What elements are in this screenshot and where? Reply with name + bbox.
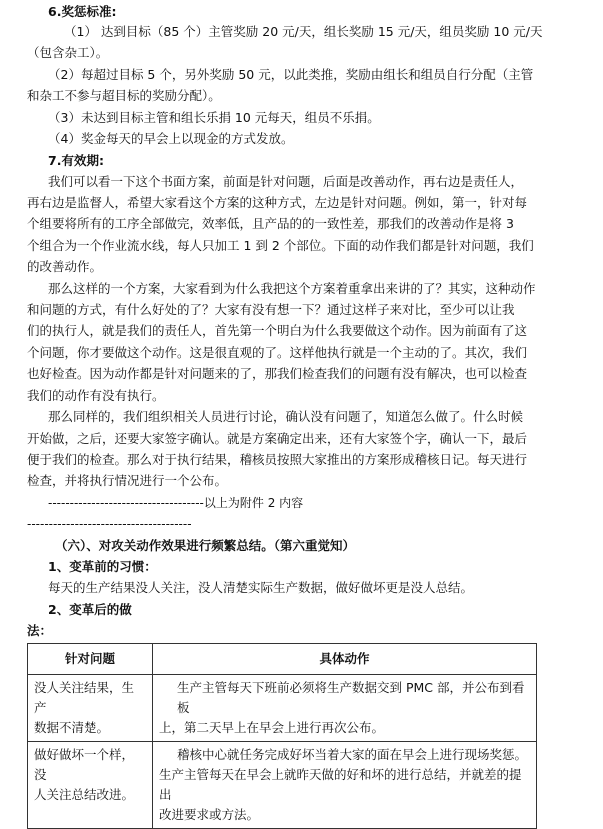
paragraph-line: 再右边是监督人，希望大家看这个方案的这种方式，左边是针对问题。例如，第一，针对每 [27, 195, 528, 210]
paragraph-line: 和问题的方式，有什么好处的了？大家有没有想一下？通过这样子来对比，至少可以让我 [27, 302, 515, 317]
cell-line: 稽核中心就任务完成好坏当着大家的面在早会上进行现场奖惩。 [177, 747, 528, 762]
table-row [28, 742, 537, 829]
table-row [28, 675, 537, 742]
header-problem: 针对问题 [28, 644, 153, 675]
attachment-note: ------------------------------------以上为附件 2 内容 [48, 496, 304, 510]
paragraph-line: 个组要将所有的工序全部做完，效率低，且产品的的一致性差，那我们的改善动作是将 3 [27, 216, 514, 231]
cell-line: 上，第二天早上在早会上进行再次公布。 [159, 720, 385, 735]
section-six-title: （六）、对攻关动作效果进行频繁总结。（第六重觉知） [55, 538, 356, 553]
section-6-title: 6.奖惩标准: [48, 4, 117, 19]
after-method-heading: 2、变革后的做 [48, 602, 132, 617]
cell-line: 做好做坏一个样，没 [34, 747, 135, 782]
reward-line-4: （4）奖金每天的早会上以现金的方式发放。 [48, 131, 294, 146]
paragraph-line: 那么这样的一个方案，大家看到为什么我把这个方案着重拿出来讲的了？其实，这种动作 [48, 281, 536, 296]
cell-line: 人关注总结改进。 [34, 787, 135, 802]
paragraph-line: 个组合为一个作业流水线，每人只加工 1 到 2 个部位。下面的动作我们都是针对问题，我们 [27, 238, 534, 253]
cell-line: 数据不清楚。 [34, 720, 110, 735]
cell-line: 生产主管每天下班前必须将生产数据交到 PMC 部，并公布到看板 [177, 680, 525, 715]
cell-line: 没人关注结果，生产 [34, 680, 135, 715]
cell-line: 生产主管每天在早会上就昨天做的好和坏的进行总结，并就差的提出 [159, 767, 522, 802]
paragraph-line: 开始做，之后，还要大家签字确认。就是方案确定出来，还有大家签个字，确认一下，最后 [27, 431, 528, 446]
cell-line: 改进要求或方法。 [159, 807, 260, 822]
reward-line-1: （1） 达到目标（85 个）主管奖励 20 元/天，组长奖励 15 元/天，组员奖励 10 元/天 [64, 24, 543, 39]
section-7-title: 7.有效期: [48, 153, 104, 168]
paragraph-line: 我们的动作有没有执行。 [27, 388, 165, 403]
after-method-heading-cont: 法： [27, 623, 53, 638]
paragraph-line: 的改善动作。 [27, 259, 103, 274]
reward-line-2: （2）每超过目标 5 个，另外奖励 50 元，以此类推，奖励由组长和组员自行分配（主管 [48, 67, 534, 82]
paragraph-line: 那么同样的，我们组织相关人员进行讨论，确认没有问题了，知道怎么做了。什么时候 [48, 409, 524, 424]
action-cell [153, 742, 537, 829]
problem-cell [28, 742, 153, 829]
paragraph-line: 检查，并将执行情况进行一个公布。 [27, 473, 228, 488]
paragraph-line: 个问题，你才要做这个动作。这是很直观的了。这样他执行就是一个主动的了。其次，我们 [27, 345, 528, 360]
reward-line-3: （3）未达到目标主管和组长乐捐 10 元每天，组员不乐捐。 [48, 110, 380, 125]
paragraph-line: 便于我们的检查。那么对于执行结果，稽核员按照大家推出的方案形成稽核日记。每天进行 [27, 452, 528, 467]
problem-cell [28, 675, 153, 742]
attachment-divider: -------------------------------------- [27, 517, 192, 531]
reward-line-2-cont: 和杂工不参与超目标的奖励分配）。 [27, 88, 221, 103]
paragraph-line: 也好检查。因为动作都是针对问题来的了，那我们检查我们的问题有没有解决，也可以检查 [27, 366, 528, 381]
before-habit-text: 每天的生产结果没人关注，没人清楚实际生产数据，做好做坏更是没人总结。 [48, 580, 474, 595]
paragraph-line: 我们可以看一下这个书面方案，前面是针对问题，后面是改善动作，再右边是责任人， [48, 174, 524, 189]
paragraph-line: 们的执行人，就是我们的责任人，首先第一个明白为什么我要做这个动作。因为前面有了这 [27, 323, 528, 338]
before-habit-heading: 1、变革前的习惯： [48, 559, 157, 574]
table-header-row [28, 644, 537, 675]
action-cell [153, 675, 537, 742]
header-action: 具体动作 [153, 644, 537, 675]
action-table [27, 643, 537, 829]
reward-line-1-cont: （包含杂工）。 [27, 45, 109, 60]
